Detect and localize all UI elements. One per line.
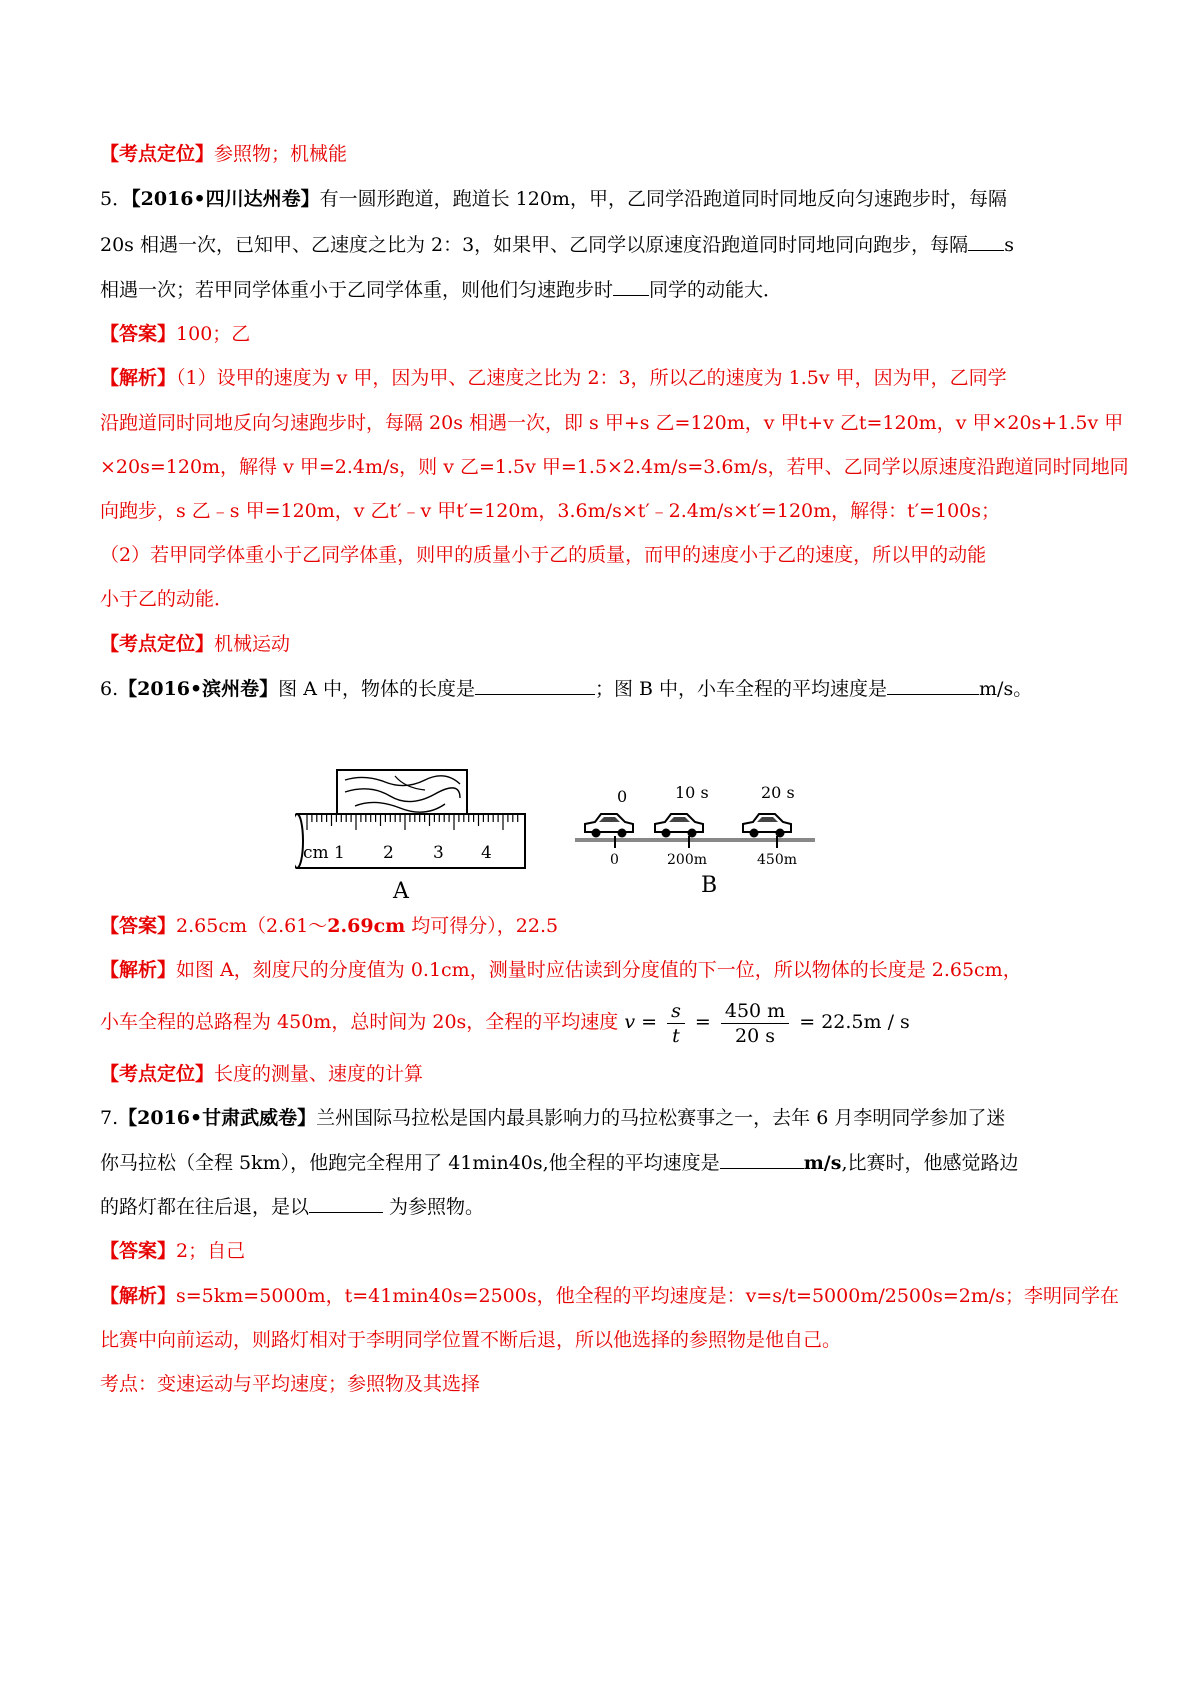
q5-analysis-1: 【解析】（1）设甲的速度为 v 甲，因为甲、乙速度之比为 2：3，所以乙的速度为 1.5v 甲，因为甲，乙同学 <box>100 367 1007 389</box>
ruler-label-4: 4 <box>481 843 492 863</box>
cars <box>585 814 791 838</box>
fraction-s-over-t: $\frac{s}{t}$ <box>667 999 685 1048</box>
q7-analysis-2: 比赛中向前运动，则路灯相对于李明同学位置不断后退，所以他选择的参照物是他自己。 <box>100 1329 842 1351</box>
ruler-label-1: 1 <box>334 843 345 863</box>
q5-keypoint: 【考点定位】机械运动 <box>100 633 291 655</box>
q5-line-2: 20s 相遇一次，已知甲、乙速度之比为 2：3，如果甲、乙同学以原速度沿跑道同时同地同向跑步，每隔 s <box>100 230 1014 259</box>
time-label-0: 0 <box>617 787 628 806</box>
figure-a <box>295 770 525 904</box>
formula-v: v <box>624 1011 636 1033</box>
q6-blank-1[interactable] <box>475 674 595 695</box>
distance-label-200: 200m <box>667 852 707 868</box>
q4-keypoint: 【考点定位】参照物；机械能 <box>100 143 348 165</box>
q6-line-1: 6.【2016•滨州卷】图 A 中，物体的长度是 ；图 B 中，小车全程的平均速度是 m/s。 <box>100 674 1032 703</box>
figure-a-label: A <box>393 879 409 904</box>
q5-blank-1[interactable] <box>968 230 1004 251</box>
car-icon <box>655 814 703 838</box>
car-icon <box>585 814 633 838</box>
q5-line-3: 相遇一次；若甲同学体重小于乙同学体重，则他们匀速跑步时 同学的动能大． <box>100 275 782 304</box>
time-label-10: 10 s <box>675 783 709 802</box>
q5-line-1: 5．【2016•四川达州卷】有一圆形跑道，跑道长 120m，甲，乙同学沿跑道同时同地反向匀速跑步时，每隔 <box>100 188 1007 210</box>
figure-b <box>575 783 815 898</box>
ruler-label-3: 3 <box>433 843 444 863</box>
q7-line-2: 你马拉松（全程 5km），他跑完全程用了 41min40s,他全程的平均速度是 m/s,比赛时，他感觉路边 <box>100 1148 1018 1177</box>
q7-answer: 【答案】2；自己 <box>100 1240 246 1262</box>
q5-analysis-6: 小于乙的动能． <box>100 588 234 610</box>
q5-analysis-2: 沿跑道同时同地反向匀速跑步时，每隔 20s 相遇一次，即 s 甲+s 乙=120m，v 甲t+v 乙t=120m，v 甲×20s+1.5v 甲 <box>100 412 1124 434</box>
q5-analysis-3: ×20s=120m，解得 v 甲=2.4m/s，则 v 乙=1.5v 甲=1.5×2.4m/s=3.6m/s，若甲、乙同学以原速度沿跑道同时同地同 <box>100 456 1129 478</box>
q6-blank-2[interactable] <box>887 674 979 695</box>
time-label-20: 20 s <box>761 783 795 802</box>
q6-answer: 【答案】2.65cm（2.61～2.69cm 均可得分），22.5 <box>100 915 559 937</box>
q6-analysis-1: 【解析】如图 A，刻度尺的分度值为 0.1cm，测量时应估读到分度值的下一位，所以物体的长度是 2.65cm， <box>100 959 1022 981</box>
q5-analysis-5: （2）若甲同学体重小于乙同学体重，则甲的质量小于乙的质量，而甲的速度小于乙的速度，所以甲的动能 <box>100 544 987 566</box>
fraction-values: $\frac{450 m}{20 s}$ <box>721 999 789 1048</box>
q6-keypoint: 【考点定位】长度的测量、速度的计算 <box>100 1063 424 1085</box>
q7-blank-2[interactable] <box>309 1192 383 1213</box>
car-icon <box>743 814 791 838</box>
q7-analysis-1: 【解析】s=5km=5000m，t=41min40s=2500s，他全程的平均速度是：v=s/t=5000m/2500s=2m/s；李明同学在 <box>100 1285 1120 1307</box>
q6-figure <box>295 768 835 908</box>
figure-b-label: B <box>701 873 718 898</box>
ruler-unit: cm <box>303 843 329 863</box>
q5-blank-2[interactable] <box>613 275 649 296</box>
q7-line-1: 7.【2016•甘肃武威卷】兰州国际马拉松是国内最具影响力的马拉松赛事之一，去年 6 月李明同学参加了迷 <box>100 1107 1006 1129</box>
q6-analysis-2: 小车全程的总路程为 450m，总时间为 20s，全程的平均速度 v = $\frac{s}{t}$ = $\frac{450 m}{20 s}$ = 22.5m / s <box>100 999 910 1047</box>
distance-label-0: 0 <box>610 852 619 868</box>
ruler-label-2: 2 <box>383 843 394 863</box>
q7-line-3: 的路灯都在往后退，是以 为参照物。 <box>100 1192 484 1221</box>
q7-blank-1[interactable] <box>720 1148 804 1169</box>
q5-analysis-4: 向跑步，s 乙﹣s 甲=120m，v 乙t′﹣v 甲t′=120m，3.6m/s×t′﹣2.4m/s×t′=120m，解得：t′=100s； <box>100 500 1001 522</box>
q7-keypoint: 考点：变速运动与平均速度；参照物及其选择 <box>100 1373 481 1395</box>
distance-label-450: 450m <box>757 852 797 868</box>
q5-answer: 【答案】100；乙 <box>100 323 251 345</box>
